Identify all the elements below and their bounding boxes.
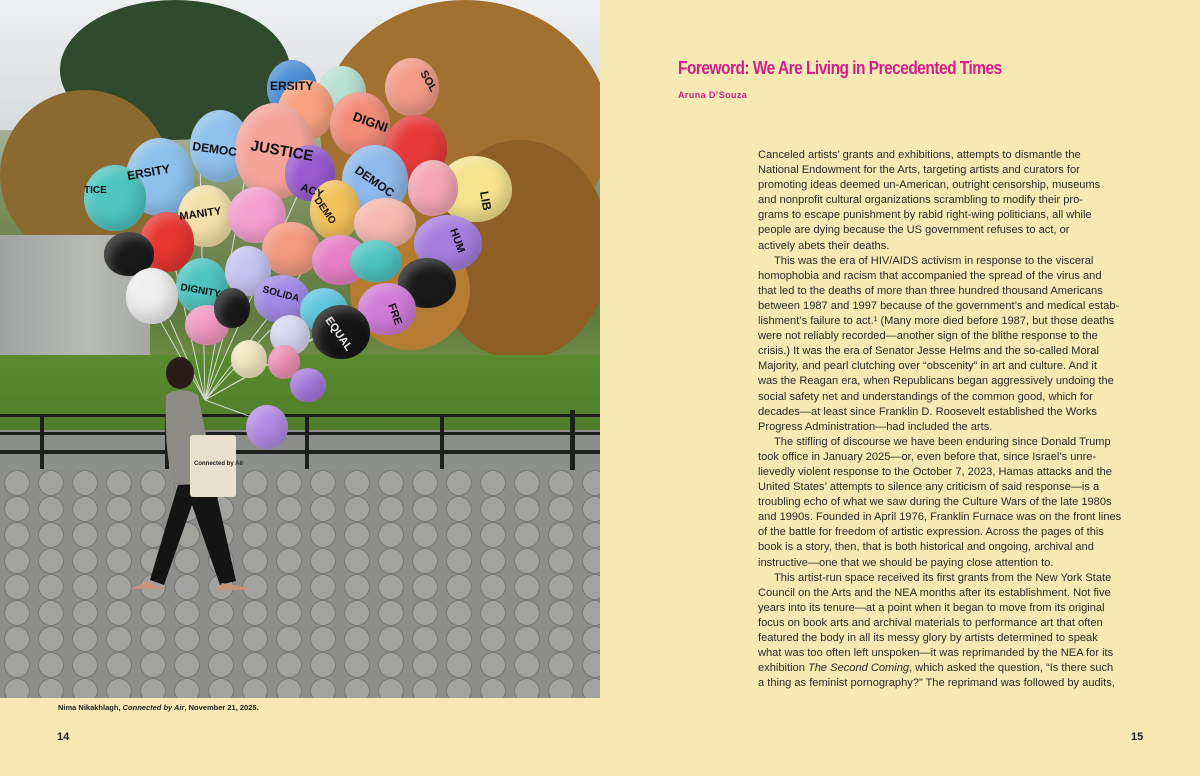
page-number-right: 15 bbox=[1131, 731, 1144, 743]
text-line: homophobia and racism that accompanied the spread of the virus and bbox=[758, 269, 1102, 282]
body-text bbox=[758, 148, 1144, 691]
text-line: people are dying because the US government refuses to act, or bbox=[758, 224, 1070, 237]
page-number-left: 14 bbox=[57, 731, 70, 743]
text-line: This was the era of HIV/AIDS activism in response to the visceral bbox=[774, 254, 1094, 267]
text-line: of the battle for freedom of artistic expression. Across the pages of this bbox=[758, 526, 1104, 539]
photograph bbox=[0, 0, 600, 698]
author-name: Aruna D’Souza bbox=[678, 90, 748, 100]
text-line: instructive—one that we should be paying close attention to. bbox=[758, 556, 1054, 569]
text-line: was the Reagan era, when Republicans began aggressively undoing the bbox=[758, 375, 1114, 388]
text-line: promoting ideas deemed un-American, outright censorship, museums bbox=[758, 179, 1101, 192]
balloon-word: ERSITY bbox=[126, 161, 172, 183]
text-line: National Endowment for the Arts, targeting artists and curators for bbox=[758, 164, 1080, 177]
person-walking bbox=[120, 355, 270, 600]
text-line: that led to the deaths of more than three hundred thousand Americans bbox=[758, 284, 1103, 297]
text-line: what was too often left unspoken—it was reprimanded by the NEA for its bbox=[758, 647, 1114, 660]
text-line: This artist-run space received its first grants from the New York State bbox=[774, 571, 1112, 584]
text-line: Canceled artists’ grants and exhibitions, attempts to dismantle the bbox=[758, 149, 1081, 161]
tote-bag-text: Connected by Air bbox=[194, 461, 244, 467]
text-line: lievedly violent response to the October 7, 2023, Hamas attacks and the bbox=[758, 465, 1112, 478]
balloon-word: ERSITY bbox=[270, 79, 314, 93]
text-line: crisis.) It was the era of Senator Jesse Helms and the so-called Moral bbox=[758, 345, 1099, 358]
balloon-word: MANITY bbox=[178, 205, 223, 223]
text-line: decades—at least since Franklin D. Roosevelt established the Works bbox=[758, 405, 1097, 418]
text-line: years into its tenure—at a point when it began to move from its original bbox=[758, 601, 1105, 614]
balloon-word: DIGNITY bbox=[179, 282, 222, 300]
balloon-word: DEMO bbox=[311, 195, 338, 227]
text-line: exhibition The Second Coming, which asked the question, “Is there such bbox=[758, 662, 1114, 675]
balloon-word: DIGNI bbox=[350, 108, 391, 136]
text-line: United States’ attempts to silence any criticism of said response—is a bbox=[758, 481, 1100, 494]
text-line: featured the body in all its messy glory by artists determined to speak bbox=[758, 632, 1098, 644]
balloon-word: ACY bbox=[298, 181, 325, 201]
text-line: Council on the Arts and the NEA months after its establishment. Not five bbox=[758, 586, 1111, 599]
text-line: focus on book arts and archival materials to performance art that often bbox=[758, 616, 1103, 629]
text-line: Majority, and pearl clutching over “obscenity” in art and culture. And it bbox=[758, 360, 1097, 373]
balloon-word: TICE bbox=[84, 185, 107, 196]
text-line: between 1987 and 1997 because of the government’s and medical estab- bbox=[758, 299, 1120, 312]
balloon-word: EQUAL bbox=[322, 314, 355, 354]
text-line: actively abets their deaths. bbox=[758, 239, 890, 252]
text-line: and nonprofit cultural organizations scrambling to modify their pro- bbox=[758, 194, 1083, 207]
text-line: and 1990s. Founded in April 1976, Franklin Furnace was on the front lines bbox=[758, 511, 1122, 524]
balloon-word: DEMOC bbox=[352, 162, 397, 201]
balloon-word: SOL bbox=[417, 68, 440, 95]
balloon-word: FRE bbox=[385, 301, 404, 327]
text-line: grams to escape punishment by rabid right-wing politicians, all while bbox=[758, 209, 1092, 222]
balloon-word: LIB bbox=[477, 190, 495, 212]
text-line: were not reliably recorded—another sign of the blithe response to the bbox=[758, 330, 1098, 343]
text-line: troubling echo of what we saw during the Culture Wars of the late 1980s bbox=[758, 496, 1112, 509]
balloon-word: HUM bbox=[447, 226, 468, 255]
text-line: social safety net and understandings of the common good, which for bbox=[758, 390, 1093, 403]
chapter-title: Foreword: We Are Living in Precedented Times bbox=[678, 58, 1002, 78]
balloon-labels bbox=[0, 0, 600, 698]
text-line: book is a story, then, that is both historical and ongoing, archival and bbox=[758, 541, 1094, 554]
balloon-word: DEMOC bbox=[191, 139, 238, 160]
text-line: Progress Administration—had included the arts. bbox=[758, 420, 993, 433]
photo-caption: Nima Nikakhlagh, Connected by Air, November 21, 2025. bbox=[58, 703, 259, 712]
text-line: a thing as feminist pornography?” The reprimand was followed by audits, bbox=[758, 677, 1115, 690]
text-line: The stifling of discourse we have been enduring since Donald Trump bbox=[774, 435, 1111, 448]
text-line: lishment’s failure to act.¹ (Many more died before 1987, but those deaths bbox=[758, 315, 1115, 328]
balloon-word: SOLIDA bbox=[261, 284, 301, 305]
balloon-word: JUSTICE bbox=[249, 137, 315, 165]
text-line: took office in January 2025—or, even before that, since Israel’s unre- bbox=[758, 450, 1097, 463]
